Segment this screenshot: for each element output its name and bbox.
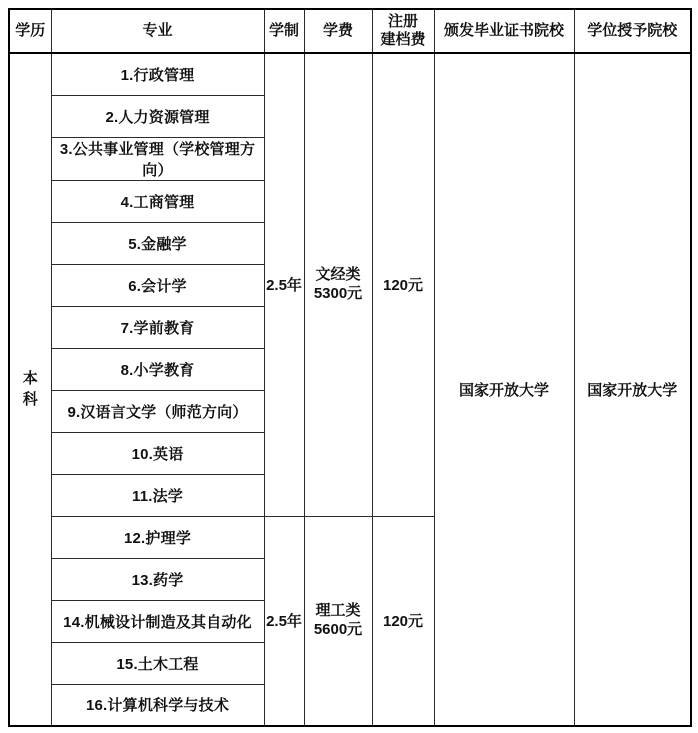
major-cell-5: 5.金融学 (51, 222, 264, 264)
tuition-group2-amount: 5600元 (313, 620, 363, 638)
header-major: 专业 (51, 9, 264, 53)
major-cell-4: 4.工商管理 (51, 180, 264, 222)
table-row (9, 53, 691, 95)
major-cell-8: 8.小学教育 (51, 348, 264, 390)
tuition-group1-cell (304, 53, 372, 516)
tuition-group2-category: 理工类 (315, 602, 361, 619)
major-cell-16: 16.计算机科学与技术 (51, 684, 264, 726)
major-cell-10: 10.英语 (51, 432, 264, 474)
header-duration: 学制 (264, 9, 304, 53)
education-level-label: 本科 (22, 370, 38, 408)
duration-group2-cell: 2.5年 (264, 516, 304, 726)
major-cell-3: 3.公共事业管理（学校管理方向） (51, 137, 264, 180)
diploma-school-cell: 国家开放大学 (434, 53, 574, 726)
header-registration-line1: 注册 (387, 13, 418, 30)
major-cell-2: 2.人力资源管理 (51, 95, 264, 137)
major-cell-13: 13.药学 (51, 558, 264, 600)
degree-school-cell: 国家开放大学 (574, 53, 691, 726)
major-cell-1: 1.行政管理 (51, 53, 264, 95)
major-cell-9: 9.汉语言文学（师范方向） (51, 390, 264, 432)
tuition-group2-cell (304, 516, 372, 726)
header-degree-school: 学位授予院校 (574, 9, 691, 53)
header-diploma-school: 颁发毕业证书院校 (434, 9, 574, 53)
major-cell-12: 12.护理学 (51, 516, 264, 558)
major-cell-15: 15.土木工程 (51, 642, 264, 684)
header-education: 学历 (9, 9, 51, 53)
header-registration-fee (372, 9, 434, 53)
duration-group1-cell: 2.5年 (264, 53, 304, 516)
header-registration-line2: 建档费 (380, 31, 426, 48)
tuition-group1-category: 文经类 (315, 266, 361, 283)
education-level-cell (9, 53, 51, 726)
major-cell-6: 6.会计学 (51, 264, 264, 306)
enrollment-table (8, 8, 692, 727)
registration-fee-group1-cell: 120元 (372, 53, 434, 516)
header-tuition: 学费 (304, 9, 372, 53)
tuition-group1-amount: 5300元 (313, 284, 363, 302)
registration-fee-group2-cell: 120元 (372, 516, 434, 726)
major-cell-7: 7.学前教育 (51, 306, 264, 348)
major-cell-11: 11.法学 (51, 474, 264, 516)
major-cell-14: 14.机械设计制造及其自动化 (51, 600, 264, 642)
header-row (9, 9, 691, 53)
